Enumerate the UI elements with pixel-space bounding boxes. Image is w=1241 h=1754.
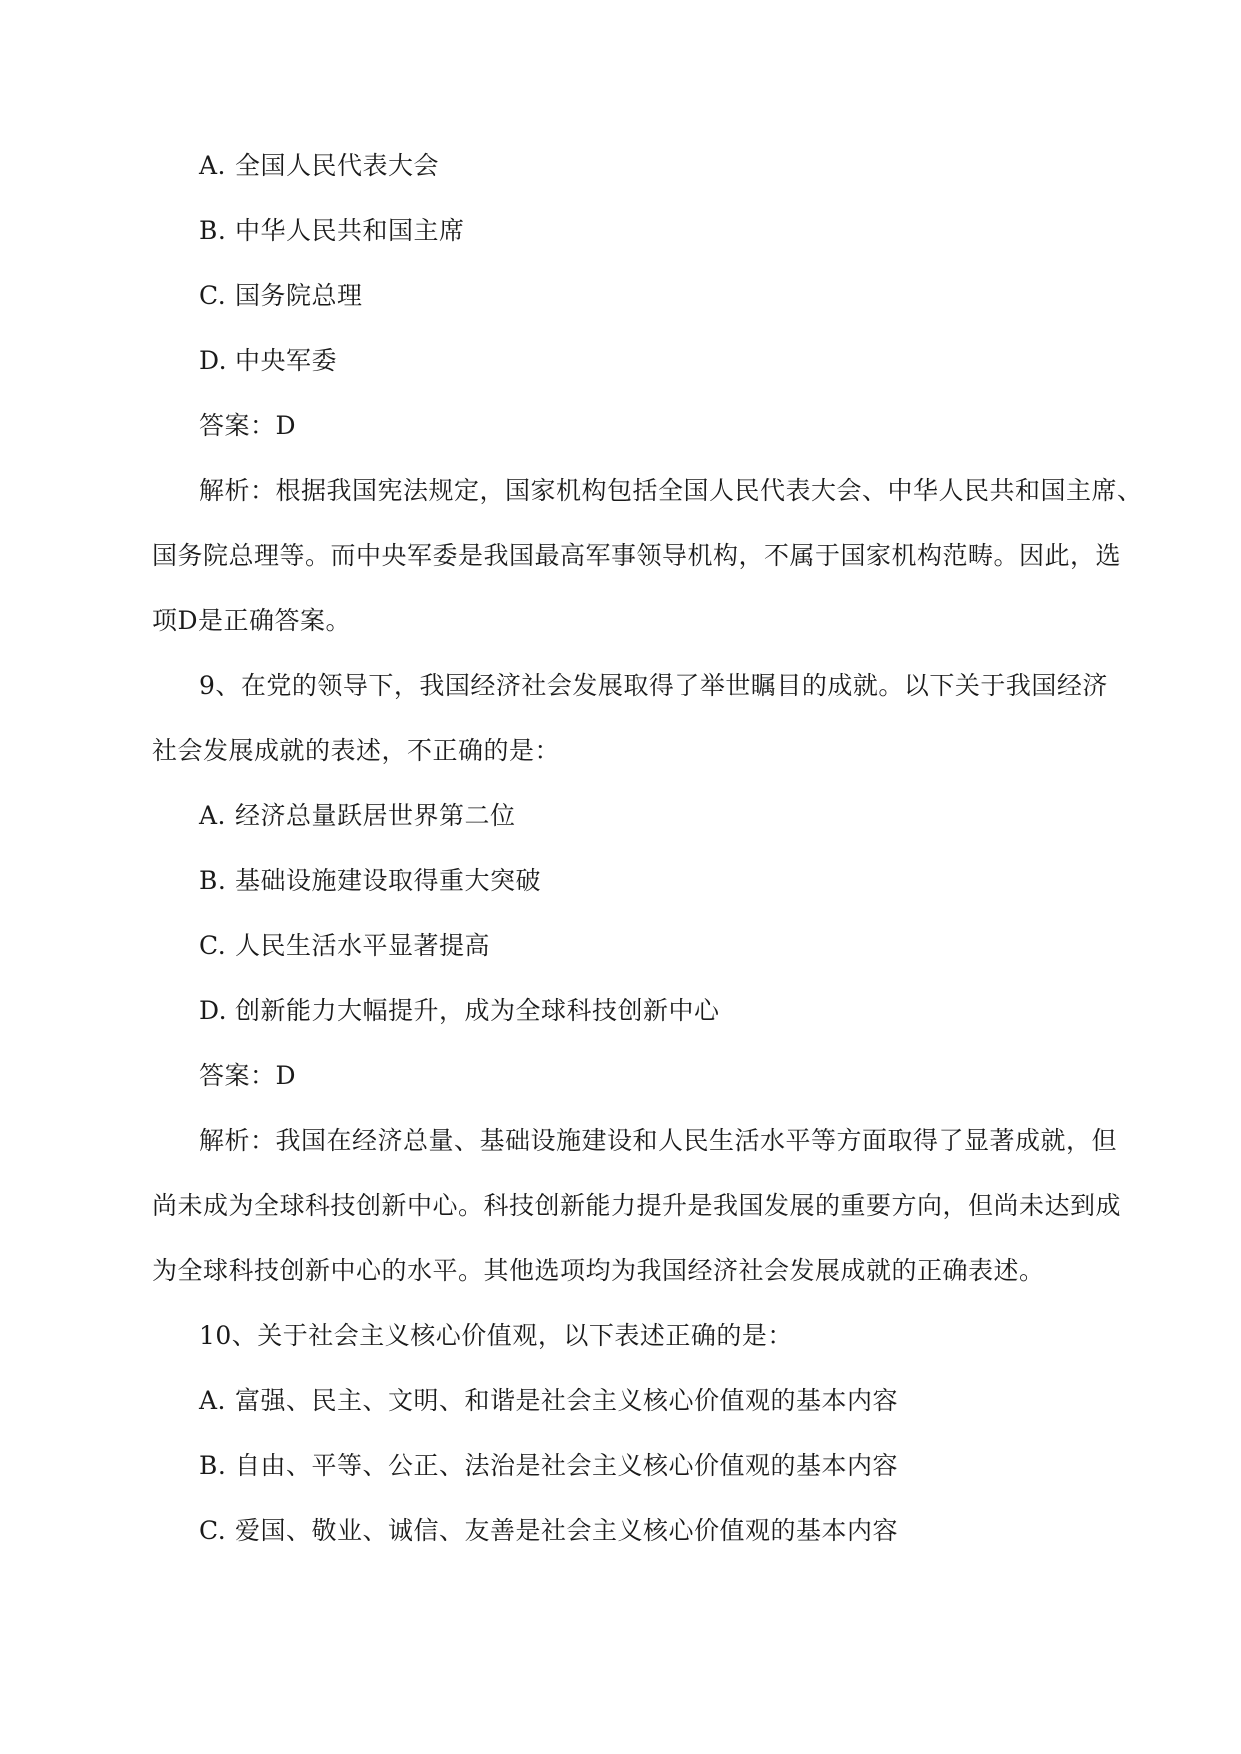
q9-analysis-line-1: 解析：我国在经济总量、基础设施建设和人民生活水平等方面取得了显著成就，但 (199, 1126, 1118, 1155)
q10-stem: 10、关于社会主义核心价值观，以下表述正确的是： (199, 1321, 793, 1350)
q9-option-c (199, 930, 490, 962)
option-letter: A. (199, 801, 227, 830)
q9-option-b (199, 865, 541, 897)
q8-option-b (199, 215, 465, 247)
q9-answer: 答案：D (199, 1061, 297, 1090)
q8-analysis-line-3: 项D是正确答案。 (152, 606, 352, 635)
option-letter: D. (199, 996, 228, 1025)
option-letter: A. (199, 151, 227, 180)
option-letter: C. (199, 931, 227, 960)
option-text: 人民生活水平显著提高 (235, 931, 491, 960)
option-letter: D. (199, 346, 228, 375)
q9-analysis-line-3: 为全球科技创新中心的水平。其他选项均为我国经济社会发展成就的正确表述。 (152, 1256, 1045, 1285)
option-text: 富强、民主、文明、和谐是社会主义核心价值观的基本内容 (235, 1386, 899, 1415)
option-text: 爱国、敬业、诚信、友善是社会主义核心价值观的基本内容 (235, 1516, 899, 1545)
option-letter: B. (199, 866, 227, 895)
option-letter: B. (199, 216, 227, 245)
option-text: 自由、平等、公正、法治是社会主义核心价值观的基本内容 (235, 1451, 899, 1480)
option-text: 全国人民代表大会 (235, 151, 440, 180)
q10-option-c (199, 1515, 898, 1547)
q8-analysis-line-1: 解析：根据我国宪法规定，国家机构包括全国人民代表大会、中华人民共和国主席、 (199, 476, 1143, 505)
q9-stem-line-1: 9、在党的领导下，我国经济社会发展取得了举世瞩目的成就。以下关于我国经济 (199, 671, 1108, 700)
q8-option-c (199, 280, 363, 312)
q9-analysis-line-2: 尚未成为全球科技创新中心。科技创新能力提升是我国发展的重要方向，但尚未达到成 (152, 1191, 1122, 1220)
option-letter: B. (199, 1451, 227, 1480)
option-letter: C. (199, 281, 227, 310)
q9-option-a (199, 800, 516, 832)
q10-option-a (199, 1385, 898, 1417)
option-text: 国务院总理 (235, 281, 363, 310)
q8-option-d (199, 345, 337, 377)
option-text: 经济总量跃居世界第二位 (235, 801, 516, 830)
option-letter: A. (199, 1386, 227, 1415)
option-text: 中央军委 (235, 346, 338, 375)
option-text: 创新能力大幅提升，成为全球科技创新中心 (235, 996, 720, 1025)
q9-stem-line-2: 社会发展成就的表述，不正确的是： (152, 736, 561, 765)
option-letter: C. (199, 1516, 227, 1545)
q10-option-b (199, 1450, 898, 1482)
option-text: 基础设施建设取得重大突破 (235, 866, 542, 895)
q9-option-d (199, 995, 720, 1027)
q8-option-a (199, 150, 439, 182)
option-text: 中华人民共和国主席 (235, 216, 465, 245)
q8-answer: 答案：D (199, 411, 297, 440)
q8-analysis-line-2: 国务院总理等。而中央军委是我国最高军事领导机构，不属于国家机构范畴。因此，选 (152, 541, 1122, 570)
